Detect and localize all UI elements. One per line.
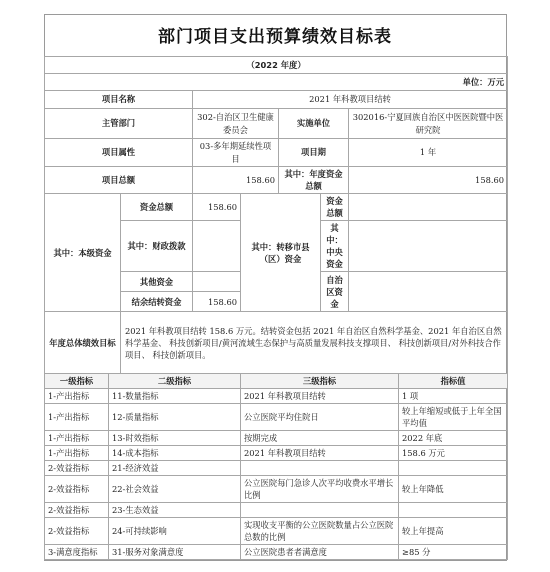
indicator-row-1-value: 1 项 [399,389,508,404]
indicator-row-9-l1: 3-满意度指标 [45,545,109,560]
header-level2: 二级指标 [109,374,241,389]
indicator-row-5-value [399,461,508,476]
indicator-row-7-l2: 23-生态效益 [109,503,241,518]
annual-goal-label: 年度总体绩效目标 [45,312,121,374]
indicator-row-9-l3: 公立医院患者者满意度 [241,545,399,560]
indicator-row-9-l2: 31-服务对象满意度 [109,545,241,560]
fund-total-value: 158.60 [193,194,241,221]
header-level3: 三级指标 [241,374,399,389]
header-level1: 一级指标 [45,374,109,389]
local-funds-label: 其中：本级资金 [45,194,121,312]
indicator-row-8-l1: 2-效益指标 [45,518,109,545]
indicator-row-4-l3: 2021 年科教项目结转 [241,446,399,461]
performance-table [44,56,508,560]
indicator-row-7-l1: 2-效益指标 [45,503,109,518]
transfer-funds-label: 其中：转移市县（区）资金 [241,194,321,312]
period-label: 项目期 [279,139,349,167]
indicator-row-4-l2: 14-成本指标 [109,446,241,461]
project-name-label: 项目名称 [45,91,193,109]
dept-label: 主管部门 [45,109,193,139]
period-value: 1 年 [349,139,508,167]
project-name-value: 2021 年科教项目结转 [193,91,508,109]
indicator-row-6-l2: 22-社会效益 [109,476,241,503]
annual-goal-text: 2021 年科教项目结转 158.6 万元。结转资金包括 2021 年自治区自然科学基金、2021 年自治区自然科学基金、 科技创新项目/黄河流域生态保护与高质量发展科技支撑项目、 科技创新项目/对外科技合作项目、 科技创新项目。 [121,312,508,374]
indicator-row-6-value: 较上年降低 [399,476,508,503]
attr-label: 项目属性 [45,139,193,167]
indicator-row-3-l1: 1-产出指标 [45,431,109,446]
indicator-row-1-l1: 1-产出指标 [45,389,109,404]
indicator-row-1-l2: 11-数量指标 [109,389,241,404]
indicator-row-2-l1: 1-产出指标 [45,404,109,431]
indicator-row-5-l2: 21-经济效益 [109,461,241,476]
indicator-row-8-l3: 实现收支平衡的公立医院数量占公立医院总数的比例 [241,518,399,545]
t-region-label: 自治区资金 [321,272,349,312]
indicator-row-6-l3: 公立医院每门急诊人次平均收费水平增长比例 [241,476,399,503]
t-total-label: 资金总额 [321,194,349,221]
indicator-row-8-l2: 24-可持续影响 [109,518,241,545]
total-value: 158.60 [193,167,279,194]
t-region-value [349,272,508,312]
carry-value: 158.60 [193,292,241,312]
impl-value: 302016-宁夏回族自治区中医医院暨中医研究院 [349,109,508,139]
annual-value: 158.60 [349,167,508,194]
indicator-row-5-l3 [241,461,399,476]
indicator-row-2-l3: 公立医院平均住院日 [241,404,399,431]
fund-total-label: 资金总额 [121,194,193,221]
impl-label: 实施单位 [279,109,349,139]
unit-label: 单位：万元 [45,74,508,91]
fiscal-value [193,221,241,272]
other-funds-label: 其他资金 [121,272,193,292]
indicator-row-3-value: 2022 年底 [399,431,508,446]
indicator-row-3-l3: 按期完成 [241,431,399,446]
t-total-value [349,194,508,221]
indicator-row-6-l1: 2-效益指标 [45,476,109,503]
page-title: 部门项目支出预算绩效目标表 [158,27,392,47]
year-label: （2022 年度） [45,57,508,74]
total-label: 项目总额 [45,167,193,194]
indicator-row-5-l1: 2-效益指标 [45,461,109,476]
indicator-row-3-l2: 13-时效指标 [109,431,241,446]
indicator-row-7-value [399,503,508,518]
t-central-value [349,221,508,272]
indicator-row-1-l3: 2021 年科教项目结转 [241,389,399,404]
indicator-row-4-value: 158.6 万元 [399,446,508,461]
fiscal-label: 其中：财政拨款 [121,221,193,272]
indicator-row-4-l1: 1-产出指标 [45,446,109,461]
header-value: 指标值 [399,374,508,389]
other-funds-value [193,272,241,292]
annual-label: 其中：年度资金总额 [279,167,349,194]
indicator-row-2-value: 较上年缩短或低于上年全国平均值 [399,404,508,431]
dept-value: 302-自治区卫生健康委员会 [193,109,279,139]
t-central-label: 其中：中央资金 [321,221,349,272]
indicator-row-9-value: ≥85 分 [399,545,508,560]
indicator-row-8-value: 较上年提高 [399,518,508,545]
attr-value: 03-多年期延续性项目 [193,139,279,167]
indicator-row-2-l2: 12-质量指标 [109,404,241,431]
carry-label: 结余结转资金 [121,292,193,312]
indicator-row-7-l3 [241,503,399,518]
